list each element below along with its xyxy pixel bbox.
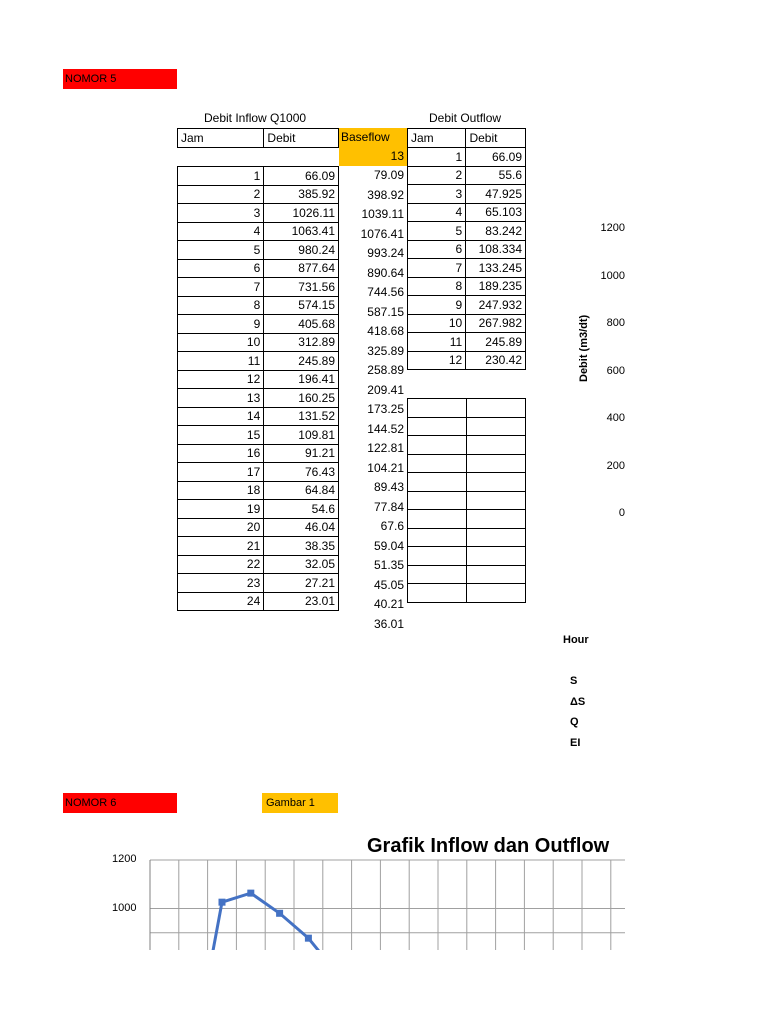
outflow-title: Debit Outflow [429,111,502,125]
empty-grid [407,398,526,603]
data-point-marker [247,890,254,897]
inflow-debit-cell: 27.21 [264,574,339,593]
data-point-marker [305,935,312,942]
inflow-jam-cell: 20 [178,518,264,537]
table-row [178,370,339,389]
inflow-debit-cell: 38.35 [264,537,339,556]
outflow-jam-cell: 5 [408,222,466,241]
empty-cell [408,565,467,584]
inflow-debit-header: Debit [264,129,339,148]
baseflow-cell: 89.43 [373,480,404,494]
table-row [408,351,526,370]
baseflow-cell: 173.25 [367,402,404,416]
table-row [178,296,339,315]
empty-cell [466,510,526,529]
inflow-debit-cell: 46.04 [264,518,339,537]
baseflow-cell: 993.24 [367,246,404,260]
table-row [178,167,339,186]
side-tick-label: 1200 [600,222,625,234]
outflow-jam-cell: 7 [408,259,466,278]
inflow-jam-cell: 1 [178,167,264,186]
table-row [178,537,339,556]
baseflow-cell: 258.89 [367,363,404,377]
empty-row [408,510,526,529]
empty-cell [466,584,526,603]
inflow-jam-cell: 7 [178,278,264,297]
table-row [408,203,526,222]
baseflow-cell: 77.84 [373,499,404,514]
empty-cell [466,473,526,492]
chart-ytick-1000: 1000 [112,902,137,914]
inflow-jam-cell: 4 [178,222,264,241]
empty-cell [408,491,467,510]
inflow-debit-cell: 312.89 [264,333,339,352]
table-row [178,574,339,593]
outflow-debit-cell: 108.334 [466,240,526,259]
table-row [408,333,526,352]
data-point-marker [276,910,283,917]
inflow-debit-cell: 32.05 [264,555,339,574]
empty-cell [466,528,526,547]
empty-cell [408,454,467,473]
empty-cell [466,454,526,473]
baseflow-cell: 418.68 [367,324,404,338]
inflow-debit-cell: 76.43 [264,463,339,482]
table-row [178,500,339,519]
inflow-outflow-chart [140,850,630,950]
inflow-jam-cell: 18 [178,481,264,500]
table-row [178,241,339,260]
legend-item: S [570,675,578,687]
empty-row [408,436,526,455]
empty-row [408,584,526,603]
outflow-jam-cell: 9 [408,296,466,315]
outflow-jam-cell: 2 [408,166,466,185]
empty-row [408,491,526,510]
inflow-jam-cell: 3 [178,204,264,223]
table-row [178,333,339,352]
empty-cell [408,436,467,455]
table-row [408,277,526,296]
inflow-title: Debit Inflow Q1000 [204,111,307,125]
side-tick-label: 400 [606,412,625,424]
outflow-debit-cell: 247.932 [466,296,526,315]
table-row [178,352,339,371]
outflow-jam-cell: 12 [408,351,466,370]
inflow-jam-cell: 24 [178,592,264,611]
nomor-5-label: NOMOR 5 [63,69,177,89]
side-xlabel: Hour [563,634,589,646]
baseflow-cell: 40.21 [373,597,404,611]
inflow-debit-cell: 1063.41 [264,222,339,241]
table-row [408,185,526,204]
side-ylabel: Debit (m3/dt) [578,314,590,382]
inflow-jam-cell: 23 [178,574,264,593]
inflow-jam-cell: 17 [178,463,264,482]
inflow-debit-cell: 109.81 [264,426,339,445]
inflow-jam-cell: 6 [178,259,264,278]
table-row [408,166,526,185]
empty-cell [408,417,467,436]
gambar-1-label: Gambar 1 [262,793,338,813]
legend-item: Q [570,716,579,728]
empty-cell [466,436,526,455]
side-tick-label: 0 [618,507,625,519]
legend-item: EI [570,736,581,749]
inflow-table [177,166,339,611]
nomor-6-label: NOMOR 6 [63,793,177,813]
baseflow-header: Baseflow [339,128,407,147]
empty-row [408,417,526,436]
baseflow-cell: 744.56 [367,285,404,299]
table-row [408,259,526,278]
table-row [408,296,526,315]
inflow-debit-cell: 160.25 [264,389,339,408]
baseflow-cell: 1039.11 [361,207,404,221]
empty-cell [466,547,526,566]
empty-row [408,565,526,584]
outflow-debit-cell: 66.09 [466,148,526,167]
table-row [178,518,339,537]
inflow-jam-cell: 14 [178,407,264,426]
table-row [178,463,339,482]
baseflow-cell: 67.6 [380,519,404,533]
side-tick-label: 1000 [600,269,625,282]
empty-row [408,399,526,418]
outflow-debit-cell: 267.982 [466,314,526,333]
baseflow-cell: 209.41 [367,382,404,397]
baseflow-cell: 122.81 [367,441,404,455]
table-row [178,481,339,500]
inflow-debit-cell: 574.15 [264,296,339,315]
table-row [178,204,339,223]
inflow-jam-cell: 9 [178,315,264,334]
inflow-debit-cell: 131.52 [264,407,339,426]
inflow-jam-cell: 22 [178,555,264,574]
outflow-debit-cell: 189.235 [466,277,526,296]
outflow-debit-cell: 65.103 [466,203,526,222]
table-row [178,185,339,204]
table-row [178,222,339,241]
table-row [178,407,339,426]
inflow-jam-cell: 10 [178,333,264,352]
inflow-debit-cell: 405.68 [264,315,339,334]
side-tick-label: 800 [606,317,625,329]
table-row [408,240,526,259]
baseflow-cell: 79.09 [373,168,404,182]
empty-cell [408,528,467,547]
table-row [408,148,526,167]
inflow-jam-cell: 19 [178,500,264,519]
outflow-debit-cell: 55.6 [466,166,526,185]
inflow-debit-cell: 877.64 [264,259,339,278]
empty-row [408,528,526,547]
inflow-debit-cell: 980.24 [264,241,339,260]
outflow-jam-header: Jam [408,129,466,148]
baseflow-cell: 325.89 [367,343,404,358]
outflow-jam-cell: 4 [408,203,466,222]
empty-cell [466,491,526,510]
inflow-jam-cell: 11 [178,352,264,371]
inflow-debit-cell: 54.6 [264,500,339,519]
inflow-jam-cell: 15 [178,426,264,445]
baseflow-cell: 51.35 [373,558,404,572]
baseflow-cell: 45.05 [373,577,404,592]
inflow-debit-cell: 731.56 [264,278,339,297]
table-row [178,592,339,611]
empty-cell [408,510,467,529]
baseflow-cell: 1076.41 [360,226,404,241]
legend-item: ΔS [570,695,586,708]
inflow-debit-cell: 245.89 [264,352,339,371]
empty-row [408,547,526,566]
inflow-debit-cell: 66.09 [264,167,339,186]
baseflow-cell: 59.04 [373,538,404,553]
outflow-debit-cell: 245.89 [466,333,526,352]
inflow-jam-cell: 16 [178,444,264,463]
outflow-debit-header: Debit [466,129,526,148]
empty-cell [466,399,526,418]
inflow-debit-cell: 91.21 [264,444,339,463]
outflow-debit-cell: 230.42 [466,351,526,370]
inflow-header-table [177,128,339,148]
table-row [178,426,339,445]
outflow-jam-cell: 8 [408,277,466,296]
chart-title: Grafik Inflow dan Outflow [367,835,610,857]
outflow-debit-cell: 133.245 [466,259,526,278]
inflow-jam-cell: 21 [178,537,264,556]
inflow-jam-cell: 12 [178,370,264,389]
outflow-jam-cell: 3 [408,185,466,204]
baseflow-cell: 104.21 [367,460,404,475]
outflow-debit-cell: 83.242 [466,222,526,241]
inflow-debit-cell: 1026.11 [264,204,339,223]
data-point-marker [219,899,226,906]
inflow-jam-cell: 8 [178,296,264,315]
empty-cell [408,399,467,418]
outflow-jam-cell: 1 [408,148,466,167]
outflow-table [407,147,526,370]
outflow-jam-cell: 10 [408,314,466,333]
inflow-debit-cell: 196.41 [264,370,339,389]
empty-cell [408,473,467,492]
table-row [178,259,339,278]
empty-row [408,454,526,473]
inflow-debit-cell: 64.84 [264,481,339,500]
baseflow-cell: 144.52 [367,421,404,436]
outflow-jam-cell: 6 [408,240,466,259]
outflow-jam-cell: 11 [408,333,466,352]
baseflow-cell: 587.15 [367,304,404,319]
inflow-debit-cell: 385.92 [264,185,339,204]
inflow-jam-cell: 5 [178,241,264,260]
chart-ytick-1200: 1200 [112,853,137,865]
baseflow-cell: 398.92 [367,187,404,202]
table-row [408,314,526,333]
table-row [178,315,339,334]
empty-cell [466,417,526,436]
inflow-jam-header: Jam [178,129,264,148]
empty-cell [466,565,526,584]
inflow-debit-cell: 23.01 [264,592,339,611]
table-row [178,278,339,297]
inflow-jam-cell: 2 [178,185,264,204]
outflow-debit-cell: 47.925 [466,185,526,204]
baseflow-cell: 890.64 [367,265,404,280]
side-tick-label: 600 [606,364,625,377]
outflow-header-table [407,128,526,148]
empty-cell [408,547,467,566]
table-row [408,222,526,241]
baseflow-cell: 36.01 [373,616,404,631]
table-row [178,555,339,574]
side-tick-label: 200 [606,459,625,472]
table-row [178,444,339,463]
table-row [178,389,339,408]
empty-cell [408,584,467,603]
inflow-jam-cell: 13 [178,389,264,408]
baseflow-value: 13 [339,147,407,166]
empty-row [408,473,526,492]
